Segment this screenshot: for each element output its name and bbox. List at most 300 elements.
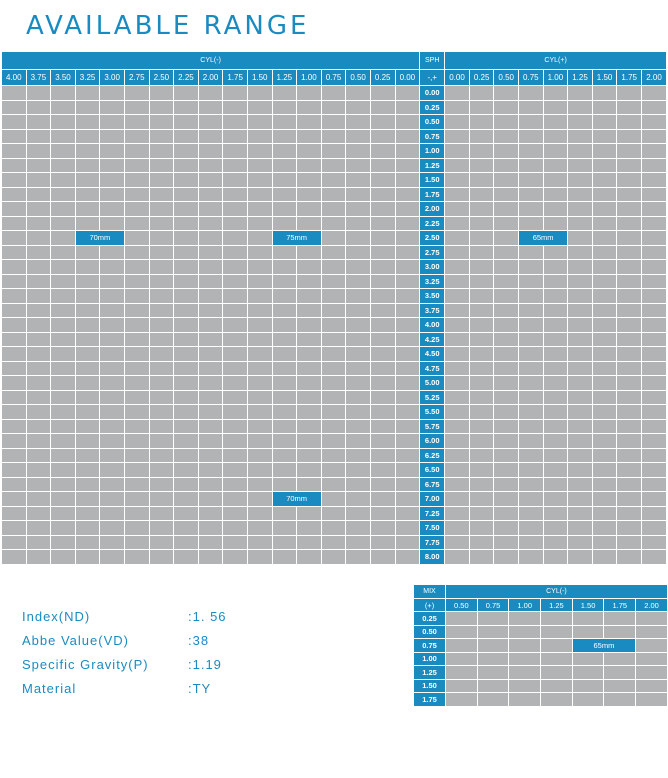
range-cell [568, 129, 593, 144]
range-cell [445, 361, 470, 376]
range-cell [617, 86, 642, 101]
range-cell [617, 100, 642, 115]
property-value: :1.19 [188, 657, 222, 672]
range-cell [592, 434, 617, 449]
cyl-plus-value: 1.50 [592, 70, 617, 86]
mix-cyl-value: 2.00 [636, 599, 668, 612]
range-cell [26, 535, 51, 550]
range-cell [592, 100, 617, 115]
range-cell [617, 245, 642, 260]
mix-range-cell [446, 693, 478, 707]
range-cell [198, 550, 223, 565]
range-cell [247, 361, 272, 376]
range-cell [100, 318, 125, 333]
range-cell [51, 274, 76, 289]
range-cell [641, 289, 666, 304]
range-cell [445, 347, 470, 362]
table-row [2, 158, 667, 173]
range-cell [519, 463, 544, 478]
range-cell [149, 405, 174, 420]
property-label: Material [22, 681, 77, 696]
range-cell [26, 289, 51, 304]
mix-range-cell [509, 652, 541, 666]
table-row [414, 612, 668, 626]
range-cell [641, 245, 666, 260]
range-cell [149, 376, 174, 391]
range-cell [51, 158, 76, 173]
range-cell [395, 274, 420, 289]
range-cell [543, 361, 568, 376]
range-cell [297, 144, 322, 159]
range-cell [519, 245, 544, 260]
sph-value: 2.75 [420, 245, 445, 260]
range-cell [469, 274, 494, 289]
range-cell [149, 303, 174, 318]
diameter-label: 70mm [272, 492, 321, 507]
range-cell [297, 245, 322, 260]
range-cell [51, 434, 76, 449]
range-cell [174, 463, 199, 478]
range-cell [100, 477, 125, 492]
range-cell [223, 318, 248, 333]
range-cell [641, 535, 666, 550]
mix-range-cell [636, 625, 668, 639]
range-cell [321, 144, 346, 159]
range-cell [592, 245, 617, 260]
range-cell [272, 173, 297, 188]
range-cell [519, 86, 544, 101]
range-cell [272, 550, 297, 565]
range-cell [592, 477, 617, 492]
mix-range-cell [636, 612, 668, 626]
range-cell [617, 376, 642, 391]
range-cell [617, 477, 642, 492]
cyl-minus-value: 1.25 [272, 70, 297, 86]
range-cell [543, 144, 568, 159]
range-cell [543, 245, 568, 260]
range-cell [641, 463, 666, 478]
range-cell [617, 202, 642, 217]
range-cell [297, 405, 322, 420]
range-cell [543, 550, 568, 565]
range-cell [321, 231, 346, 246]
range-cell [445, 535, 470, 550]
range-cell [51, 115, 76, 130]
range-cell [370, 274, 395, 289]
range-cell [272, 347, 297, 362]
range-cell [297, 506, 322, 521]
cyl-plus-value: 0.75 [519, 70, 544, 86]
property-row [22, 653, 227, 677]
range-cell [346, 216, 371, 231]
range-cell [124, 390, 149, 405]
range-cell [100, 158, 125, 173]
mix-cyl-header: CYL(-) [446, 585, 668, 599]
range-cell [272, 245, 297, 260]
mix-range-cell [509, 679, 541, 693]
range-cell [75, 419, 100, 434]
cyl-minus-value: 0.00 [395, 70, 420, 86]
range-cell [592, 303, 617, 318]
range-cell [247, 100, 272, 115]
range-cell [519, 318, 544, 333]
range-cell [321, 289, 346, 304]
range-cell [592, 144, 617, 159]
range-cell [198, 506, 223, 521]
range-cell [198, 187, 223, 202]
range-cell [617, 405, 642, 420]
range-cell [592, 173, 617, 188]
range-cell [223, 303, 248, 318]
range-cell [469, 361, 494, 376]
mix-range-cell [636, 639, 668, 653]
range-cell [100, 332, 125, 347]
range-cell [149, 448, 174, 463]
range-cell [641, 303, 666, 318]
range-cell [272, 86, 297, 101]
table-row [414, 693, 668, 707]
range-cell [543, 86, 568, 101]
range-cell [445, 521, 470, 536]
range-cell [543, 289, 568, 304]
range-cell [124, 448, 149, 463]
range-cell [149, 202, 174, 217]
range-cell [370, 405, 395, 420]
range-cell [100, 448, 125, 463]
range-cell [469, 158, 494, 173]
range-cell [149, 477, 174, 492]
range-cell [51, 216, 76, 231]
range-cell [469, 289, 494, 304]
range-cell [395, 347, 420, 362]
range-cell [100, 274, 125, 289]
range-cell [641, 521, 666, 536]
range-cell [321, 303, 346, 318]
table-row [2, 419, 667, 434]
range-cell [592, 318, 617, 333]
range-cell [223, 260, 248, 275]
range-cell [198, 144, 223, 159]
range-cell [26, 492, 51, 507]
range-cell [149, 332, 174, 347]
range-cell [592, 463, 617, 478]
range-cell [494, 506, 519, 521]
range-cell [223, 550, 248, 565]
range-cell [346, 361, 371, 376]
range-cell [543, 347, 568, 362]
range-cell [75, 202, 100, 217]
range-cell [51, 477, 76, 492]
range-cell [100, 492, 125, 507]
range-cell [124, 100, 149, 115]
sph-value: 1.25 [420, 158, 445, 173]
range-cell [198, 376, 223, 391]
range-cell [2, 303, 27, 318]
range-cell [494, 376, 519, 391]
range-cell [124, 86, 149, 101]
range-cell [494, 405, 519, 420]
range-cell [124, 202, 149, 217]
range-cell [346, 376, 371, 391]
range-cell [641, 274, 666, 289]
range-cell [519, 187, 544, 202]
range-cell [519, 100, 544, 115]
range-cell [346, 187, 371, 202]
range-cell [469, 332, 494, 347]
cyl-minus-value: 1.75 [223, 70, 248, 86]
range-cell [247, 303, 272, 318]
mix-range-cell [604, 679, 636, 693]
range-cell [149, 521, 174, 536]
cyl-plus-value: 0.00 [445, 70, 470, 86]
range-cell [247, 115, 272, 130]
range-cell [75, 318, 100, 333]
range-cell [395, 115, 420, 130]
mix-range-table [413, 584, 668, 707]
range-cell [272, 376, 297, 391]
mix-range-cell [541, 679, 573, 693]
range-cell [395, 506, 420, 521]
range-cell [641, 390, 666, 405]
range-cell [174, 550, 199, 565]
range-cell [469, 347, 494, 362]
range-cell [445, 274, 470, 289]
range-cell [174, 347, 199, 362]
range-cell [370, 260, 395, 275]
range-cell [247, 448, 272, 463]
range-cell [494, 231, 519, 246]
mix-range-cell [477, 679, 509, 693]
range-cell [51, 347, 76, 362]
range-cell [247, 289, 272, 304]
range-cell [370, 115, 395, 130]
sph-value: 5.75 [420, 419, 445, 434]
range-cell [543, 115, 568, 130]
table-row [2, 535, 667, 550]
range-cell [272, 115, 297, 130]
cyl-minus-value: 3.25 [75, 70, 100, 86]
range-cell [641, 86, 666, 101]
range-cell [469, 173, 494, 188]
range-cell [51, 361, 76, 376]
cyl-minus-value: 4.00 [2, 70, 27, 86]
range-cell [247, 318, 272, 333]
range-cell [75, 158, 100, 173]
range-cell [75, 405, 100, 420]
sph-value: 1.75 [420, 187, 445, 202]
range-cell [51, 129, 76, 144]
range-cell [519, 158, 544, 173]
range-cell [247, 202, 272, 217]
mix-range-cell [509, 693, 541, 707]
mix-range-cell [572, 666, 604, 680]
property-value: :1. 56 [188, 609, 227, 624]
range-cell [370, 158, 395, 173]
range-cell [445, 129, 470, 144]
range-cell [641, 202, 666, 217]
range-cell [51, 100, 76, 115]
range-cell [51, 332, 76, 347]
range-cell [2, 289, 27, 304]
range-cell [543, 492, 568, 507]
range-cell [469, 187, 494, 202]
cyl-minus-value: 3.00 [100, 70, 125, 86]
mix-cyl-value: 0.75 [477, 599, 509, 612]
range-cell [75, 245, 100, 260]
range-cell [75, 448, 100, 463]
range-cell [51, 419, 76, 434]
range-cell [592, 347, 617, 362]
range-cell [469, 100, 494, 115]
range-cell [395, 361, 420, 376]
range-cell [321, 419, 346, 434]
range-cell [617, 303, 642, 318]
range-cell [568, 477, 593, 492]
range-cell [543, 434, 568, 449]
range-cell [2, 318, 27, 333]
range-cell [100, 202, 125, 217]
range-cell [198, 347, 223, 362]
property-label: Abbe Value(VD) [22, 633, 129, 648]
range-cell [592, 115, 617, 130]
range-cell [124, 115, 149, 130]
range-cell [272, 361, 297, 376]
range-cell [494, 129, 519, 144]
cyl-minus-value: 0.25 [370, 70, 395, 86]
range-cell [445, 173, 470, 188]
range-cell [223, 535, 248, 550]
table-row [2, 144, 667, 159]
range-cell [124, 245, 149, 260]
table-row [2, 289, 667, 304]
range-cell [174, 289, 199, 304]
range-cell [223, 448, 248, 463]
table-row [414, 679, 668, 693]
range-cell [370, 245, 395, 260]
table-row [2, 260, 667, 275]
range-cell [445, 419, 470, 434]
mix-range-cell [446, 666, 478, 680]
range-cell [469, 129, 494, 144]
sph-value: 4.50 [420, 347, 445, 362]
page-title: AVAILABLE RANGE [26, 11, 310, 41]
range-cell [51, 318, 76, 333]
range-cell [346, 144, 371, 159]
diameter-label: 65mm [572, 639, 635, 653]
range-cell [617, 361, 642, 376]
range-cell [494, 245, 519, 260]
range-cell [51, 245, 76, 260]
range-cell [568, 492, 593, 507]
range-cell [617, 506, 642, 521]
range-cell [592, 535, 617, 550]
range-cell [494, 202, 519, 217]
range-cell [519, 535, 544, 550]
range-cell [370, 100, 395, 115]
range-cell [494, 115, 519, 130]
range-cell [617, 260, 642, 275]
range-cell [297, 448, 322, 463]
range-cell [2, 347, 27, 362]
range-cell [494, 492, 519, 507]
mix-range-cell [636, 666, 668, 680]
range-cell [51, 86, 76, 101]
range-cell [592, 289, 617, 304]
sph-value: 3.25 [420, 274, 445, 289]
range-cell [124, 144, 149, 159]
range-cell [641, 100, 666, 115]
mix-range-cell [477, 639, 509, 653]
range-cell [543, 129, 568, 144]
range-cell [26, 463, 51, 478]
sph-value: 6.75 [420, 477, 445, 492]
range-cell [75, 115, 100, 130]
range-cell [174, 231, 199, 246]
range-cell [370, 521, 395, 536]
range-cell [445, 260, 470, 275]
range-cell [100, 100, 125, 115]
range-cell [51, 390, 76, 405]
range-cell [568, 376, 593, 391]
range-cell [297, 550, 322, 565]
sph-value: 6.00 [420, 434, 445, 449]
range-cell [100, 260, 125, 275]
range-cell [26, 550, 51, 565]
range-cell [641, 231, 666, 246]
range-cell [100, 376, 125, 391]
range-cell [617, 187, 642, 202]
range-cell [346, 158, 371, 173]
range-cell [494, 361, 519, 376]
range-cell [272, 216, 297, 231]
range-cell [272, 187, 297, 202]
range-cell [568, 260, 593, 275]
range-cell [469, 434, 494, 449]
range-cell [395, 289, 420, 304]
mix-range-cell [477, 666, 509, 680]
range-cell [198, 477, 223, 492]
table-row [2, 303, 667, 318]
range-cell [641, 332, 666, 347]
range-cell [272, 521, 297, 536]
range-cell [469, 535, 494, 550]
range-cell [641, 144, 666, 159]
mix-range-cell [446, 652, 478, 666]
range-cell [469, 521, 494, 536]
range-cell [174, 303, 199, 318]
range-cell [223, 477, 248, 492]
table-row [2, 390, 667, 405]
range-cell [2, 187, 27, 202]
range-cell [641, 216, 666, 231]
range-cell [100, 303, 125, 318]
range-cell [519, 419, 544, 434]
range-cell [568, 289, 593, 304]
range-cell [519, 274, 544, 289]
range-cell [346, 318, 371, 333]
range-cell [370, 332, 395, 347]
range-cell [2, 144, 27, 159]
range-cell [26, 202, 51, 217]
range-cell [51, 376, 76, 391]
range-cell [297, 86, 322, 101]
range-cell [321, 216, 346, 231]
range-cell [346, 463, 371, 478]
range-cell [247, 347, 272, 362]
range-cell [2, 158, 27, 173]
range-cell [75, 361, 100, 376]
range-cell [494, 347, 519, 362]
